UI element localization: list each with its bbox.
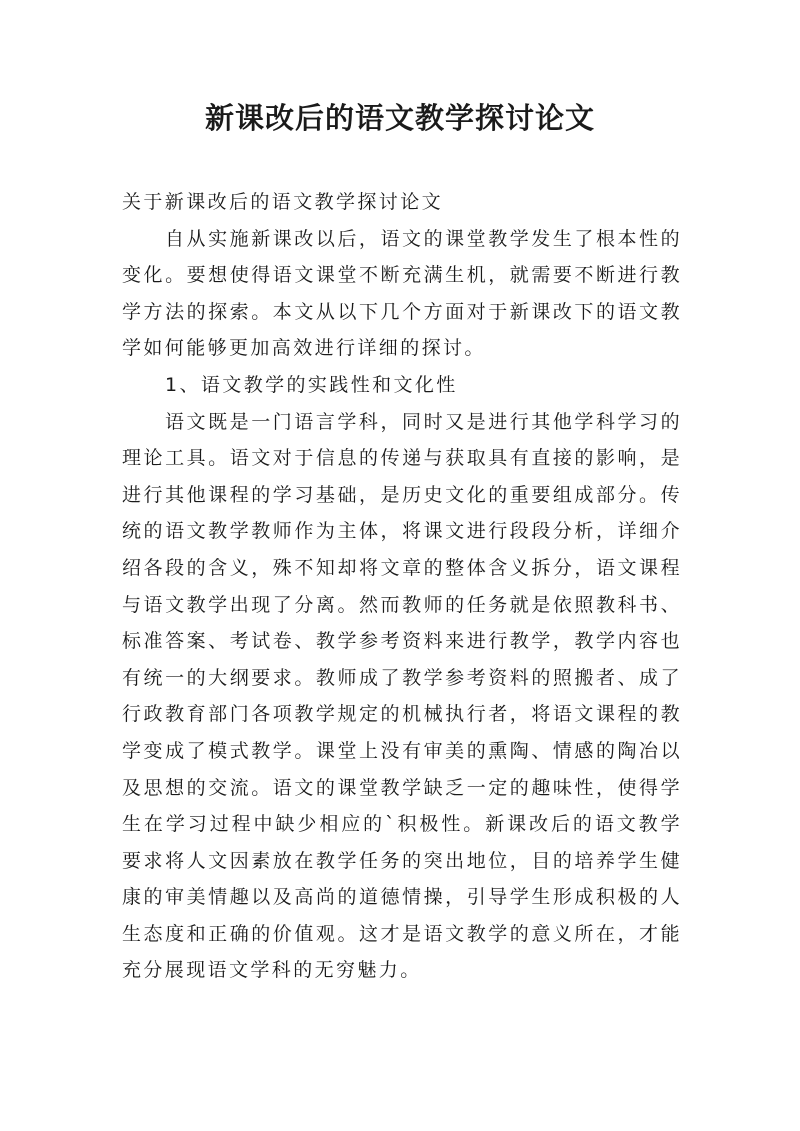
section-heading: 1、语文教学的实践性和文化性: [165, 373, 458, 396]
document-body: [122, 184, 682, 989]
document-title: 新课改后的语文教学探讨论文: [204, 101, 595, 135]
intro-paragraph: 自从实施新课改以后，语文的课堂教学发生了根本性的变化。要想使得语文课堂不断充满生机，就需要不断进行教学方法的探索。本文从以下几个方面对于新课改下的语文教学如何能够更加高效进行详细的探讨。: [122, 227, 682, 360]
document-subtitle: 关于新课改后的语文教学探讨论文: [122, 191, 444, 213]
body-paragraph: 语文既是一门语言学科，同时又是进行其他学科学习的理论工具。语文对于信息的传递与获取具有直接的影响，是进行其他课程的学习基础，是历史文化的重要组成部分。传统的语文教学教师作为主体，将课文进行段段分析，详细介绍各段的含义，殊不知却将文章的整体含义拆分，语文课程与语文教学出现了分离。然而教师的任务就是依照教科书、标准答案、考试卷、教学参考资料来进行教学，教学内容也有统一的大纲要求。教师成了教学参考资料的照搬者、成了行政教育部门各项教学规定的机械执行者，将语文课程的教学变成了模式教学。课堂上没有审美的熏陶、情感的陶冶以及思想的交流。语文的课堂教学缺乏一定的趣味性，使得学生在学习过程中缺少相应的`积极性。新课改后的语文教学要求将人文因素放在教学任务的突出地位，目的培养学生健康的审美情趣以及高尚的道德情操，引导学生形成积极的人生态度和正确的价值观。这才是语文教学的意义所在，才能充分展现语文学科的无穷魅力。: [122, 410, 682, 982]
